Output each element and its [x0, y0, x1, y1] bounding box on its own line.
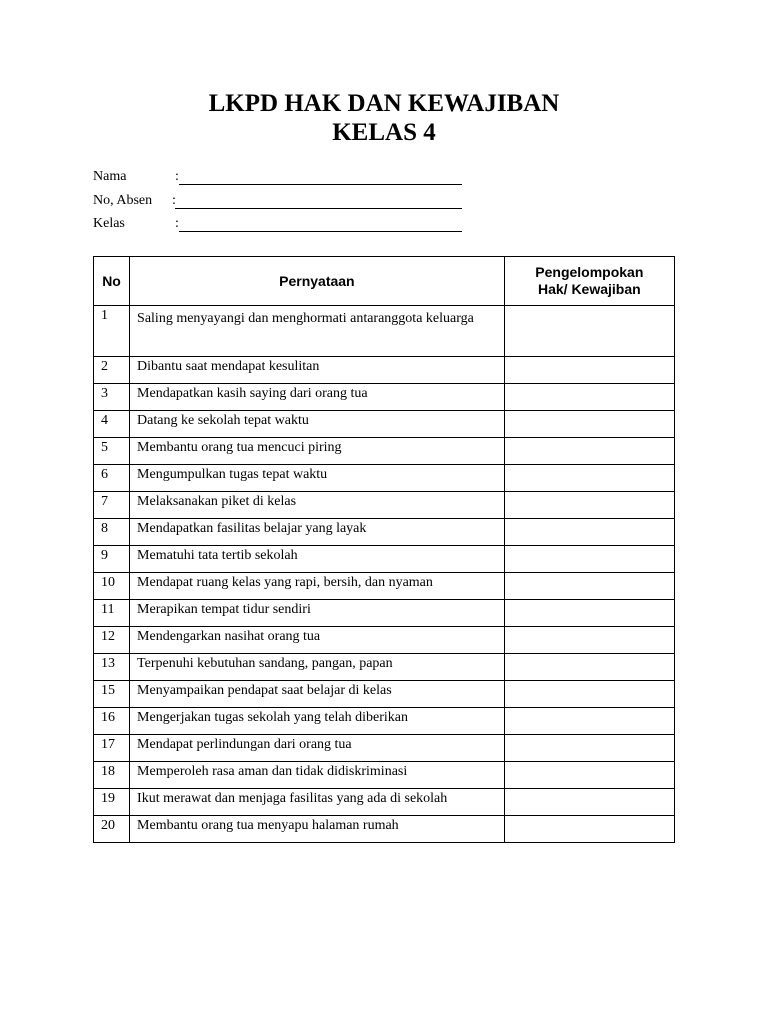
student-info-form	[93, 169, 473, 240]
row-number: 19	[94, 789, 130, 816]
header-no: No	[94, 257, 130, 306]
header-grouping	[504, 257, 674, 306]
row-statement: Mengerjakan tugas sekolah yang telah diberikan	[130, 708, 505, 735]
row-statement: Mengumpulkan tugas tepat waktu	[130, 465, 505, 492]
row-statement: Merapikan tempat tidur sendiri	[130, 600, 505, 627]
row-number: 1	[94, 306, 130, 357]
header-grouping-line2: Hak/ Kewajiban	[537, 281, 641, 297]
row-number: 9	[94, 546, 130, 573]
row-number: 13	[94, 654, 130, 681]
row-number: 15	[94, 681, 130, 708]
row-number: 11	[94, 600, 130, 627]
row-answer-cell[interactable]	[504, 735, 674, 762]
row-answer-cell[interactable]	[504, 681, 674, 708]
row-answer-cell[interactable]	[504, 357, 674, 384]
table-row	[94, 465, 675, 492]
statement-table	[93, 256, 675, 843]
row-number: 3	[94, 384, 130, 411]
row-answer-cell[interactable]	[504, 465, 674, 492]
table-row	[94, 762, 675, 789]
row-number: 6	[94, 465, 130, 492]
nama-field[interactable]	[179, 184, 462, 185]
absen-label: No, Absen	[93, 192, 153, 208]
table-row	[94, 681, 675, 708]
kelas-label: Kelas	[93, 216, 125, 231]
table-row	[94, 492, 675, 519]
table-row	[94, 708, 675, 735]
row-answer-cell[interactable]	[504, 306, 674, 357]
row-number: 8	[94, 519, 130, 546]
row-statement: Saling menyayangi dan menghormati antaranggota keluarga	[130, 306, 505, 357]
absen-row	[93, 193, 473, 217]
row-answer-cell[interactable]	[504, 627, 674, 654]
row-statement: Menyampaikan pendapat saat belajar di kelas	[130, 681, 505, 708]
table-row	[94, 654, 675, 681]
table-row	[94, 573, 675, 600]
table-row	[94, 735, 675, 762]
row-answer-cell[interactable]	[504, 789, 674, 816]
kelas-field[interactable]	[179, 231, 462, 232]
row-number: 18	[94, 762, 130, 789]
row-number: 7	[94, 492, 130, 519]
row-number: 17	[94, 735, 130, 762]
row-statement: Datang ke sekolah tepat waktu	[130, 411, 505, 438]
table-row	[94, 384, 675, 411]
row-answer-cell[interactable]	[504, 492, 674, 519]
row-number: 2	[94, 357, 130, 384]
kelas-row	[93, 216, 473, 240]
table-row	[94, 789, 675, 816]
header-grouping-line1: Pengelompokan	[535, 264, 644, 280]
row-answer-cell[interactable]	[504, 438, 674, 465]
table-header-row	[94, 257, 675, 306]
row-statement: Mendapat ruang kelas yang rapi, bersih, dan nyaman	[130, 573, 505, 600]
row-statement: Mendapat perlindungan dari orang tua	[130, 735, 505, 762]
row-answer-cell[interactable]	[504, 573, 674, 600]
row-number: 5	[94, 438, 130, 465]
row-statement: Ikut merawat dan menjaga fasilitas yang ada di sekolah	[130, 789, 505, 816]
table-row	[94, 438, 675, 465]
row-statement: Memperoleh rasa aman dan tidak didiskriminasi	[130, 762, 505, 789]
row-answer-cell[interactable]	[504, 762, 674, 789]
header-statement: Pernyataan	[130, 257, 505, 306]
table-row	[94, 816, 675, 843]
absen-field[interactable]	[175, 208, 462, 209]
table-row	[94, 306, 675, 357]
row-statement: Mendapatkan kasih saying dari orang tua	[130, 384, 505, 411]
table-row	[94, 627, 675, 654]
row-answer-cell[interactable]	[504, 546, 674, 573]
row-number: 4	[94, 411, 130, 438]
row-answer-cell[interactable]	[504, 600, 674, 627]
row-answer-cell[interactable]	[504, 816, 674, 843]
nama-colon: :	[175, 169, 179, 184]
row-number: 10	[94, 573, 130, 600]
row-statement: Mendapatkan fasilitas belajar yang layak	[130, 519, 505, 546]
kelas-colon: :	[175, 216, 179, 231]
row-number: 20	[94, 816, 130, 843]
row-answer-cell[interactable]	[504, 384, 674, 411]
row-statement: Terpenuhi kebutuhan sandang, pangan, papan	[130, 654, 505, 681]
row-answer-cell[interactable]	[504, 654, 674, 681]
document-title: LKPD HAK DAN KEWAJIBAN	[208, 90, 560, 117]
nama-row	[93, 169, 473, 193]
row-statement: Membantu orang tua mencuci piring	[130, 438, 505, 465]
row-statement: Mematuhi tata tertib sekolah	[130, 546, 505, 573]
row-statement: Membantu orang tua menyapu halaman rumah	[130, 816, 505, 843]
row-answer-cell[interactable]	[504, 708, 674, 735]
table-row	[94, 519, 675, 546]
table-row	[94, 411, 675, 438]
row-statement: Dibantu saat mendapat kesulitan	[130, 357, 505, 384]
row-number: 12	[94, 627, 130, 654]
row-answer-cell[interactable]	[504, 519, 674, 546]
table-row	[94, 546, 675, 573]
row-number: 16	[94, 708, 130, 735]
row-statement: Melaksanakan piket di kelas	[130, 492, 505, 519]
row-statement: Mendengarkan nasihat orang tua	[130, 627, 505, 654]
document-subtitle: KELAS 4	[332, 119, 436, 146]
absen-colon: :	[172, 192, 176, 208]
table-row	[94, 357, 675, 384]
row-answer-cell[interactable]	[504, 411, 674, 438]
nama-label: Nama	[93, 169, 127, 184]
table-row	[94, 600, 675, 627]
